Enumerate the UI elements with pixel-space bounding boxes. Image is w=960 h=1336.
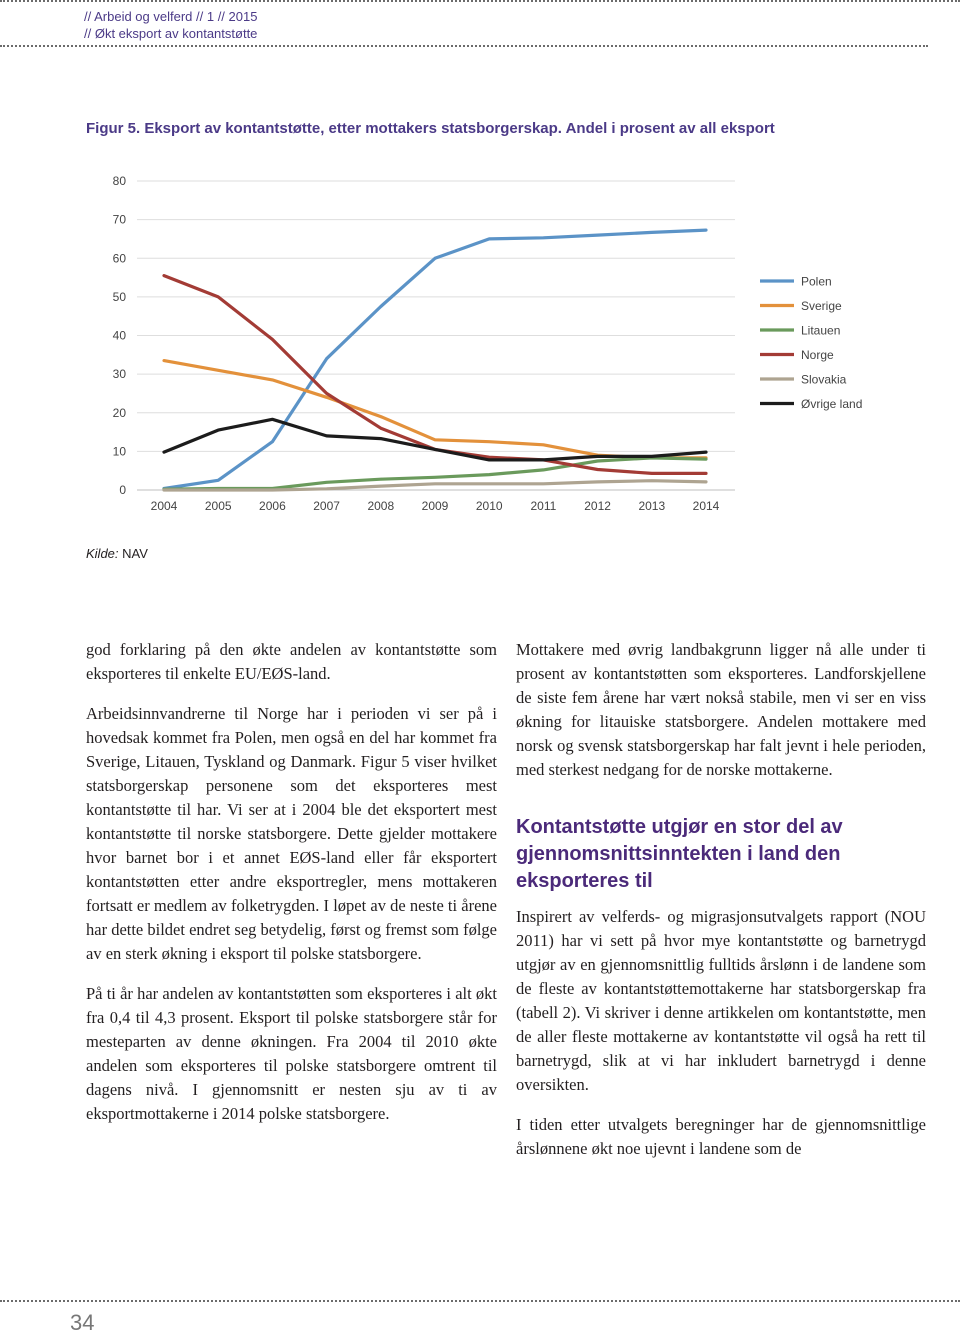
y-tick-label: 50: [112, 289, 126, 304]
left-paragraph-1: god forklaring på den økte andelen av kontantstøtte som eksporteres til enkelte EU/EØS-land.: [86, 640, 497, 683]
x-tick-label: 2004: [150, 499, 178, 513]
page-number: 34: [70, 1310, 95, 1335]
footer-dotted-rule: [0, 1300, 960, 1302]
left-paragraph-3: På ti år har andelen av kontantstøtten som eksporteres i alt økt fra 0,4 til 4,3 prosent. Eksport til polske statsborgere står for mesteparten av denne økningen. Fra 2004 til 2010 økte andelen som eksporteres til polske statsborgere omtrent til dagens nivå. I gjennomsnitt er nesten sju av ti av eksportmottakerne i 2014 polske statsborgere.: [86, 984, 497, 1123]
source-label: Kilde:: [86, 546, 119, 561]
y-tick-label: 30: [112, 367, 126, 382]
x-tick-label: 2012: [584, 499, 611, 513]
right-text-column: [516, 638, 926, 1177]
x-tick-label: 2007: [313, 499, 340, 513]
legend-label: Øvrige land: [801, 397, 863, 411]
legend-label: Norge: [801, 348, 834, 362]
left-paragraph-2: Arbeidsinnvandrerne til Norge har i perioden vi ser på i hovedsak kommet fra Polen, men også en del har kommet fra Sverige, Litauen, Tyskland og Danmark. Figur 5 viser hvilket statsborgerskap personene som det eksporteres mest kontantstøtte til har. Vi ser at i 2004 ble det eksportert mest kontantstøtte til norske statsborgere. Dette gjelder mottakere hvor barnet bor i et annet EØS-land eller får eksportert kontantstøtten etter andre eksportregler, mens mottakeren fortsatt er medlem av folketrygden. I løpet av de neste ti årene har dette bildet endret seg betydelig, først og fremst som følge av en sterk økning i eksport til polske statsborgere.: [86, 704, 498, 963]
x-tick-label: 2013: [638, 499, 666, 513]
y-tick-label: 20: [112, 405, 126, 420]
legend-label: Polen: [801, 274, 832, 289]
y-tick-label: 40: [112, 328, 126, 343]
x-tick-label: 2010: [475, 499, 503, 513]
legend-label: Litauen: [801, 323, 841, 338]
chart-grid: [137, 181, 735, 490]
line-chart: [0, 165, 960, 530]
y-tick-label: 0: [119, 483, 126, 497]
legend-label: Sverige: [801, 299, 842, 313]
right-paragraph-2: Inspirert av velferds- og migrasjonsutvalgets rapport (NOU 2011) har vi sett på hvor mye kontantstøtte og barnetrygd utgjør av en gjennomsnittlig fulltids årslønn i de landene som de fleste av kontantstøttemottakerne har statsborgerskap fra (tabell 2). Vi skriver i denne artikkelen om kontantstøtte, men de aller fleste mottakerne av kontantstøtte vil også ha rett til barnetrygd, slik at vi har inkludert barnetrygd i denne oversikten.: [516, 907, 926, 1094]
x-tick-label: 2014: [692, 499, 720, 513]
x-tick-label: 2009: [421, 499, 449, 513]
running-header-line-2: // Økt eksport av kontantstøtte: [84, 26, 258, 41]
legend-label: Slovakia: [801, 372, 847, 387]
x-tick-label: 2011: [530, 499, 557, 513]
right-paragraph-1: Mottakere med øvrig landbakgrunn ligger nå alle under ti prosent av kontantstøtten som eksporteres. Landforskjellene de siste fem årene har vært nokså stabile, men vi ser en viss økning for litauiske statsborgere. Andelen mottakere med norsk og svensk statsborgerskap har falt jevnt i hele perioden, med sterkest nedgang for de norske mottakerne.: [516, 640, 926, 779]
figure-source: [86, 546, 148, 561]
x-tick-label: 2008: [367, 499, 395, 513]
left-text-column: [86, 638, 497, 1142]
x-tick-label: 2006: [259, 499, 286, 513]
figure-title: Figur 5. Eksport av kontantstøtte, etter mottakers statsborgerskap. Andel i prosent av all eksport: [86, 120, 775, 137]
x-tick-label: 2005: [204, 499, 232, 513]
header-dotted-rule-top: [0, 0, 960, 2]
running-header-line-1: // Arbeid og velferd // 1 // 2015: [84, 9, 258, 24]
series-line-sverige: [164, 361, 706, 458]
right-paragraph-3: I tiden etter utvalgets beregninger har de gjennomsnittlige årslønnene økt noe ujevnt i landene som de: [516, 1115, 926, 1158]
section-subheading: Kontantstøtte utgjør en stor del av gjennomsnittsinntekten i land den eksporteres til: [516, 816, 843, 892]
chart-legend: [760, 275, 862, 412]
header-dotted-rule-bottom: [0, 45, 928, 47]
series-line-slovakia: [164, 481, 706, 490]
y-tick-label: 60: [112, 251, 126, 266]
y-tick-label: 80: [112, 174, 126, 188]
y-tick-label: 10: [112, 444, 126, 459]
running-header: [84, 8, 257, 42]
source-value: NAV: [118, 546, 148, 561]
y-tick-label: 70: [112, 212, 126, 227]
y-axis-ticks: [113, 174, 127, 497]
x-axis-ticks: [151, 499, 720, 513]
